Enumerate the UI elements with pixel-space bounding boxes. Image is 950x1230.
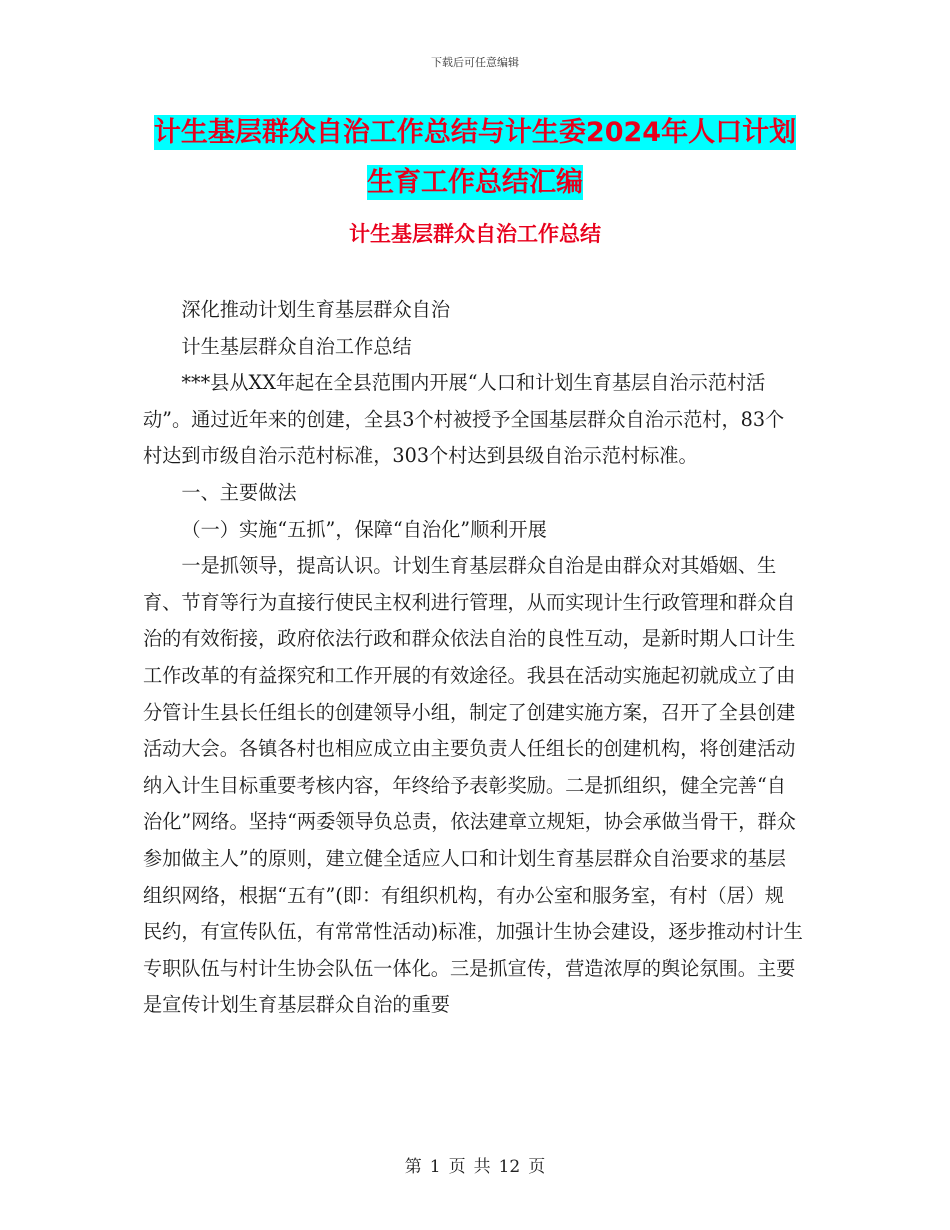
document-title <box>0 108 950 208</box>
page-label-mid: 页 <box>448 1157 466 1177</box>
total-page-count: 12 <box>498 1157 521 1177</box>
document-title-line-2: 生育工作总结汇编 <box>367 167 583 198</box>
current-page-number: 1 <box>429 1157 441 1177</box>
paragraph: （一）实施“五抓”，保障“自治化”顺利开展 <box>181 517 547 541</box>
paragraph: 计生基层群众自治工作总结 <box>181 334 412 358</box>
document-body <box>143 292 803 1024</box>
paragraph: 深化推动计划生育基层群众自治 <box>181 298 451 321</box>
paragraph: 一是抓领导，提高认识。计划生育基层群众自治是由群众对其婚姻、生育、节育等行为直接行使民主权利进行管理，从而实现计生行政管理和群众自治的有效衔接，政府依法行政和群众依法自治的良性互动，是新时期人口计生工作改革的有益探究和工作开展的有效途径。我县在活动实施起初就成立了由分管计生县长任组长的创建领导小组，制定了创建实施方案，召开了全县创建活动大会。各镇各村也相应成立由主要负责人任组长的创建机构，将创建活动纳入计生目标重要考核内容，年终给予表彰奖励。二是抓组织，健全完善“自治化”网络。坚持“两委领导负总责，依法建章立规矩，协会承做当骨干，群众参加做主人”的原则，建立健全适应人口和计划生育基层群众自治要求的基层组织网络，根据“五有”(即：有组织机构，有办公室和服务室，有村（居）规民约，有宣传队伍，有常常性活动)标准，加强计生协会建设，逐步推动村计生专职队伍与村计生协会队伍一体化。三是抓宣传，营造浓厚的舆论氛围。主要是宣传计划生育基层群众自治的重要 <box>143 554 803 1017</box>
document-title-line-1: 计生基层群众自治工作总结与计生委2024年人口计划 <box>153 117 797 148</box>
page-label-suffix: 页 <box>528 1157 546 1177</box>
page-label-prefix: 第 <box>404 1157 422 1177</box>
total-label: 共 <box>473 1157 491 1177</box>
paragraph: ***县从XX年起在全县范围内开展“人口和计划生育基层自治示范村活动”。通过近年来的创建，全县3个村被授予全国基层群众自治示范村，83个村达到市级自治示范村标准，303个村达到县级自治示范村标准。 <box>143 371 785 468</box>
page-footer <box>0 1152 950 1177</box>
page-header-note: 下载后可任意编辑 <box>431 56 519 69</box>
section-title: 计生基层群众自治工作总结 <box>349 222 601 246</box>
paragraph: 一、主要做法 <box>181 480 297 504</box>
